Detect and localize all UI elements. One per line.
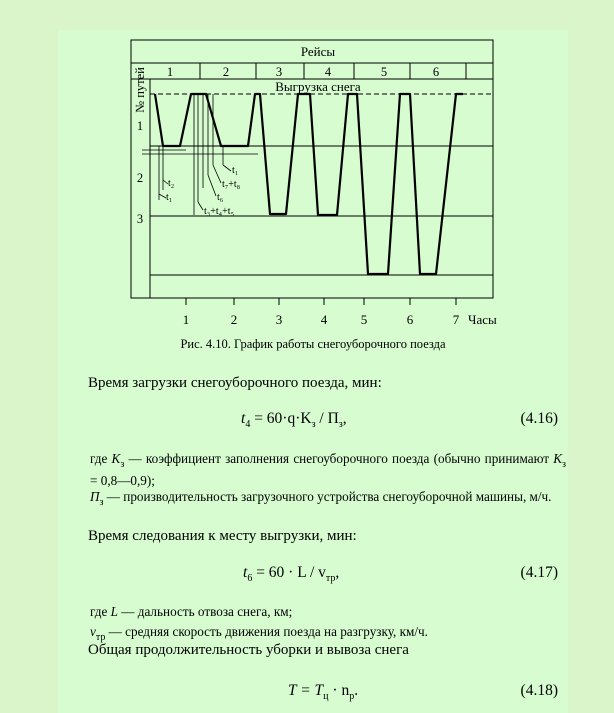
leader-line <box>208 175 216 196</box>
annotation-t7-t8: t₇+t₈ <box>222 179 241 190</box>
hour-label: 1 <box>182 312 190 327</box>
trip-label: 6 <box>432 65 440 79</box>
hour-label: 4 <box>320 312 328 327</box>
hour-label: 7 <box>452 312 460 327</box>
definition-l: где L — дальность отвоза снега, км; <box>90 604 293 619</box>
track-label: 2 <box>136 171 144 185</box>
hour-ticks <box>186 298 456 305</box>
paragraph: Время следования к месту выгрузки, мин: <box>88 528 357 544</box>
trip-label: 5 <box>380 65 388 79</box>
definition-p: $П_з$ — производительность загрузочного устройства снегоуборочной машины, м/ч. <box>90 489 552 508</box>
document-page: Рейсы 1 2 3 4 5 6 № путей Выгрузка снега 1 2 3 t₁ t₇+t₈ t₆ t₃+t₄+t₅ t₂ t₁ 1 2 3 4 5 6 7 Часы Рис. 4.10. График работы снегоуборочного поезда Время загрузки снегоуборочного поезда, мин: $t_4 = 60\cdot q\cdot K_з / П_з$, (4.16) где $K_з$ — коэффициент заполнения снегоуборочного поезда (обычно принимают $K_з$ = 0,8—0,9); $П_з$ — производительность загрузочного устройства снегоуборочной машины, м/ч. Время следования к месту выгрузки, мин: $t_6 = 60 \cdot L / v_{тр}$, (4.17) где L — дальность отвоза снега, км; $v_{тр}$ — средняя скорость движения поезда на разгрузку, км/ч. Общая продолжительность уборки и вывоза снега $T = T_ц \cdot n_р$. (4.18) <box>58 30 568 713</box>
trip-label: 2 <box>222 65 230 79</box>
formula-number: (4.17) <box>520 564 558 581</box>
annotation-t1-lower: t₁ <box>166 192 173 203</box>
leader-line <box>223 165 231 171</box>
trip-label: 4 <box>324 65 332 79</box>
hour-label: 3 <box>275 312 283 327</box>
hour-label: 6 <box>406 312 414 327</box>
annotation-t1: t₁ <box>232 165 239 176</box>
annotation-t2: t₂ <box>168 178 175 189</box>
schedule-line <box>155 94 463 274</box>
definition-k: где $K_з$ — коэффициент заполнения снегоуборочного поезда (обычно принимают $K_з$ = 0,8—0,9); <box>90 451 566 488</box>
trip-label: 1 <box>166 65 174 79</box>
definition-v: $v_{тр}$ — средняя скорость движения поезда на разгрузку, км/ч. <box>90 624 428 643</box>
leader-line <box>213 165 221 183</box>
annotation-t3-t4-t5: t₃+t₄+t₅ <box>204 206 235 217</box>
hour-label: 5 <box>360 312 368 327</box>
paragraph: Общая продолжительность уборки и вывоза снега <box>88 642 409 658</box>
unloading-label: Выгрузка снега <box>275 79 361 94</box>
leader-line <box>198 202 203 210</box>
hour-label: 2 <box>230 312 238 327</box>
figure-caption: Рис. 4.10. График работы снегоуборочного поезда <box>180 337 446 351</box>
formula-number: (4.16) <box>520 410 558 427</box>
trips-header: Рейсы <box>300 44 336 59</box>
trip-label: 3 <box>275 65 283 79</box>
annotation-t6: t₆ <box>217 192 224 203</box>
track-label: 1 <box>136 119 144 133</box>
train-schedule-chart <box>58 30 568 335</box>
formula-number: (4.18) <box>520 682 558 699</box>
paragraph: Время загрузки снегоуборочного поезда, мин: <box>88 375 382 391</box>
hours-unit: Часы <box>468 312 497 327</box>
y-axis-label: № путей <box>133 67 147 113</box>
leader-line <box>159 194 166 198</box>
track-label: 3 <box>136 212 144 226</box>
